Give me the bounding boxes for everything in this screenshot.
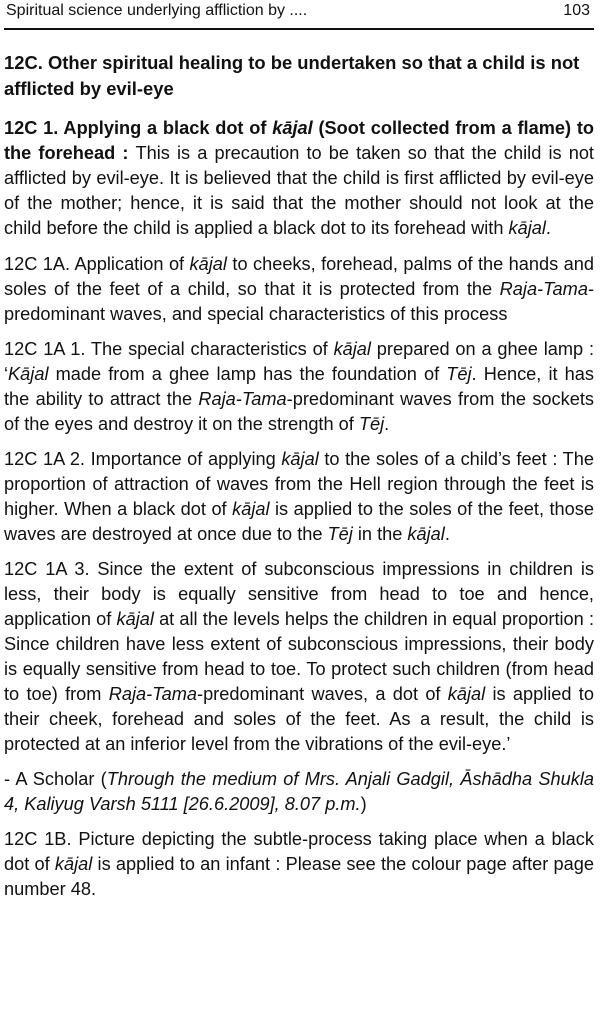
paragraph-12c-1a-1 <box>4 337 594 437</box>
section-heading: 12C. Other spiritual healing to be undertaken so that a child is not afflicted by evil-eye <box>4 52 580 99</box>
term-kajal: kājal <box>272 118 313 138</box>
text: made from a ghee lamp has the foundation of <box>48 364 447 384</box>
term-kajal: kājal <box>54 854 93 874</box>
term-kajal: kājal <box>333 339 371 359</box>
text: - A Scholar ( <box>4 769 107 789</box>
term-tej: Tēj <box>358 414 385 434</box>
text: 12C 1. Applying a black dot of <box>4 118 273 138</box>
term-kajal: kājal <box>508 218 546 238</box>
running-header <box>4 0 594 30</box>
term-kajal: kājal <box>232 499 270 519</box>
text: 12C 1A. Application of <box>4 254 190 274</box>
term-kajal: kājal <box>447 684 486 704</box>
term-kajal: kājal <box>407 524 445 544</box>
text: is applied to an infant : Please see the colour page after page number 48. <box>4 854 594 899</box>
paragraph-12c-1a <box>4 252 594 327</box>
text: is applied to their cheek, forehead and soles of the feet. As a result, the child is protected at an inferior level from the vibrations of the evil-eye.’ <box>4 684 594 754</box>
term-raja-tama: Raja-Tama <box>198 389 287 409</box>
term-raja-tama: Raja-Tama <box>499 279 588 299</box>
term-kajal: kājal <box>281 449 319 469</box>
paragraph-12c-1 <box>4 116 594 241</box>
attribution-source: Through the medium of Mrs. Anjali Gadgil, Āshādha Shukla 4, Kaliyug Varsh 5111 [26.6.2009], 8.07 p.m. <box>4 769 594 814</box>
text: (Soot collected from a flame) to the forehead : <box>4 118 595 163</box>
paragraph-12c-1b <box>4 827 594 902</box>
paragraph-12c-1a-3 <box>4 557 594 757</box>
text: is applied to the soles of the feet, those waves are destroyed at once due to the <box>4 499 594 544</box>
term-tej: Tēj <box>446 364 472 384</box>
running-title: Spiritual science underlying affliction by .... <box>6 2 308 19</box>
text: to cheeks, forehead, palms of the hands and soles of the feet of a child, so that it is protected from the <box>4 254 594 299</box>
term-raja-tama: Raja-Tama <box>108 684 198 704</box>
text: to the soles of a child’s feet : The proportion of attraction of waves from the Hell region through the feet is higher. When a black dot of <box>4 449 595 519</box>
text: in the <box>352 524 408 544</box>
attribution <box>4 767 594 817</box>
text: prepared on a ghee lamp : ‘ <box>4 339 594 384</box>
text: -predominant waves from the sockets of the eyes and destroy it on the strength of <box>4 389 594 434</box>
paragraph-12c-1a-2 <box>4 447 594 547</box>
text: 12C 1B. Picture depicting the subtle-process taking place when a black dot of <box>4 829 594 874</box>
text: -predominant waves, and special characteristics of this process <box>4 279 594 324</box>
text: 12C 1A 1. The special characteristics of <box>4 339 334 359</box>
text: . <box>384 414 390 434</box>
page-content <box>4 30 594 902</box>
text: -predominant waves, a dot of <box>197 684 448 704</box>
term-kajal: kājal <box>116 609 154 629</box>
text: . Hence, it has the ability to attract the <box>4 364 594 409</box>
text: 12C 1A 2. Importance of applying <box>4 449 282 469</box>
text: ) <box>360 794 367 814</box>
page-number: 103 <box>563 2 590 19</box>
text: . <box>444 524 450 544</box>
text: . <box>545 218 551 238</box>
text: This is a precaution to be taken so that the child is not afflicted by evil-eye. It is believed that the child is first afflicted by evil-eye of the mother; hence, it is said that the mother should not look at the child before the child is applied a black dot to its forehead with <box>4 143 594 238</box>
text: at all the levels helps the children in equal proportion : Since children have less extent of subconscious impressions, their body is equally sensitive from head to toe. To protect such children (from head to toe) from <box>4 609 595 704</box>
term-kajal: Kājal <box>8 364 49 384</box>
text: 12C 1A 3. Since the extent of subconscious impressions in children is less, their body is equally sensitive from head to toe and hence, application of <box>4 559 594 629</box>
term-kajal: kājal <box>189 254 227 274</box>
term-tej: Tēj <box>327 524 353 544</box>
